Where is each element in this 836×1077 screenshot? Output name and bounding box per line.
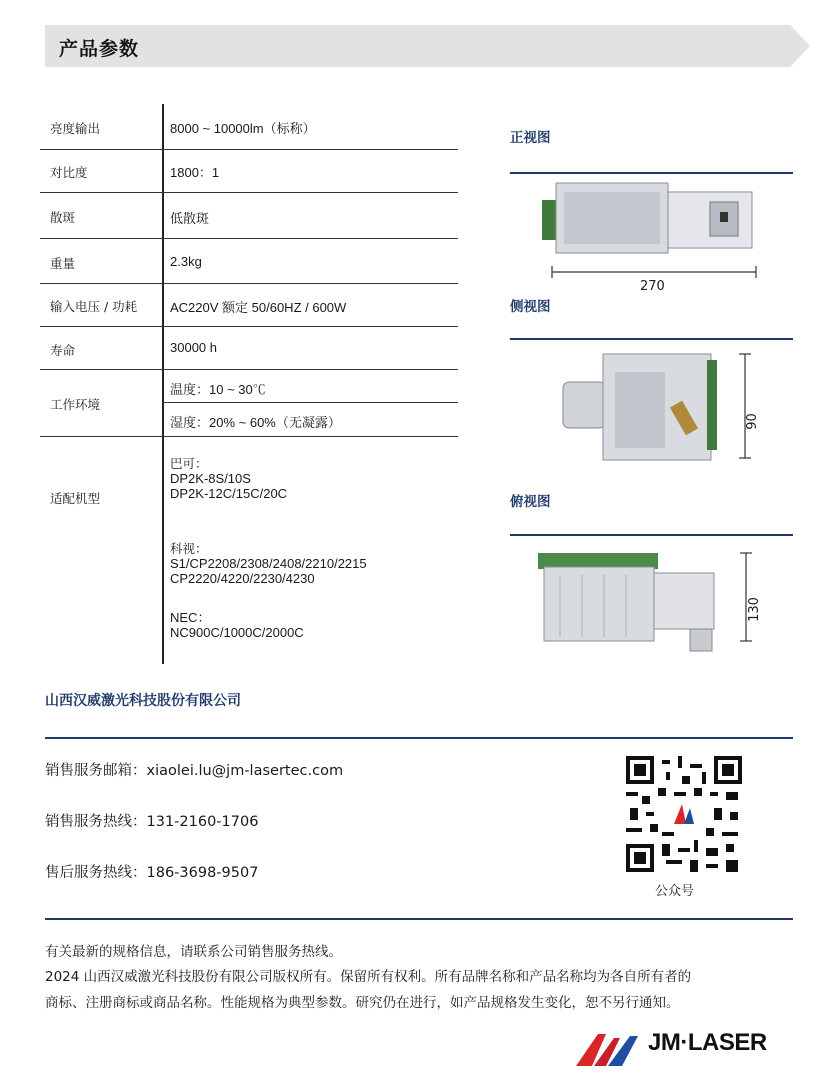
top-view-title: 俯视图 [510, 494, 551, 510]
model-line: NC900C/1000C/2000C [170, 625, 304, 640]
spec-row-power [40, 284, 458, 327]
spec-label: 对比度 [50, 165, 88, 180]
company-name: 山西汉威激光科技股份有限公司 [45, 693, 241, 709]
side-view-rule [510, 338, 793, 340]
spec-row-contrast [40, 149, 458, 193]
footer-note: 有关最新的规格信息，请联系公司销售服务热线。 [45, 944, 342, 960]
top-view-drawing [530, 545, 780, 665]
model-group-christie [170, 541, 367, 586]
model-group-barco [170, 456, 287, 501]
model-group-nec [170, 610, 304, 640]
spec-value: 低散斑 [170, 211, 210, 226]
spec-value: 温度：10 ~ 30℃ [170, 382, 266, 397]
spec-value: 8000 ~ 10000lm（标称） [170, 121, 316, 136]
sales-email: 销售服务邮箱：xiaolei.lu@jm-lasertec.com [45, 763, 344, 779]
spec-value: 1800：1 [170, 165, 220, 180]
spec-label: 工作环境 [50, 397, 101, 412]
footer-rule [45, 918, 793, 920]
model-line: DP2K-8S/10S [170, 471, 251, 486]
front-view-dimension: 270 [640, 279, 665, 294]
footer-disclaimer: 商标、注册商标或商品名称。性能规格为典型参数。研究仍在进行，如产品规格发生变化，恕不另行通知。 [45, 995, 680, 1011]
jm-laser-logo: JM·LASER [648, 1029, 767, 1056]
spec-label: 输入电压 / 功耗 [50, 299, 138, 314]
spec-row-weight [40, 239, 458, 284]
side-view-title: 侧视图 [510, 299, 551, 315]
model-line: DP2K-12C/15C/20C [170, 486, 288, 501]
section-title: 产品参数 [59, 38, 140, 60]
model-brand: 巴可： [170, 456, 208, 471]
sales-hotline: 销售服务热线：131-2160-1706 [45, 814, 259, 830]
service-hotline: 售后服务热线：186-3698-9507 [45, 865, 259, 881]
model-brand: NEC： [170, 610, 211, 625]
spec-label: 重量 [50, 256, 76, 271]
qr-label: 公众号 [655, 884, 695, 899]
spec-value: 湿度：20% ~ 60%（无凝露） [170, 415, 341, 430]
footer-copyright: 2024 山西汉威激光科技股份有限公司版权所有。保留所有权利。所有品牌名称和产品名称均为各自所有者的 [45, 969, 692, 985]
spec-row-brightness [40, 104, 458, 150]
top-view-rule [510, 534, 793, 536]
spec-row-speckle [40, 193, 458, 239]
side-view-dimension: 90 [744, 413, 760, 430]
spec-subrow-humidity [162, 403, 458, 436]
section-banner [45, 25, 810, 67]
model-line: S1/CP2208/2308/2408/2210/2215 [170, 556, 367, 571]
jm-laser-logo-icon [576, 1028, 646, 1068]
spec-value: 30000 h [170, 340, 217, 355]
model-line: CP2220/4220/2230/4230 [170, 571, 315, 586]
spec-subrow-temperature [162, 370, 458, 403]
front-view-rule [510, 172, 793, 174]
spec-label: 散斑 [50, 210, 76, 225]
qr-code[interactable] [626, 756, 742, 872]
spec-value: AC220V 额定 50/60HZ / 600W [170, 300, 347, 315]
spec-row-lifetime [40, 327, 458, 370]
top-view-dimension: 130 [746, 597, 762, 622]
side-view-drawing [555, 350, 775, 465]
front-view-title: 正视图 [510, 130, 551, 146]
spec-value: 2.3kg [170, 254, 202, 269]
spec-row-environment [40, 370, 458, 437]
spec-label: 适配机型 [50, 491, 101, 506]
contact-top-rule [45, 737, 793, 739]
spec-label: 亮度输出 [50, 121, 101, 136]
model-brand: 科视： [170, 541, 208, 556]
spec-label: 寿命 [50, 343, 76, 358]
